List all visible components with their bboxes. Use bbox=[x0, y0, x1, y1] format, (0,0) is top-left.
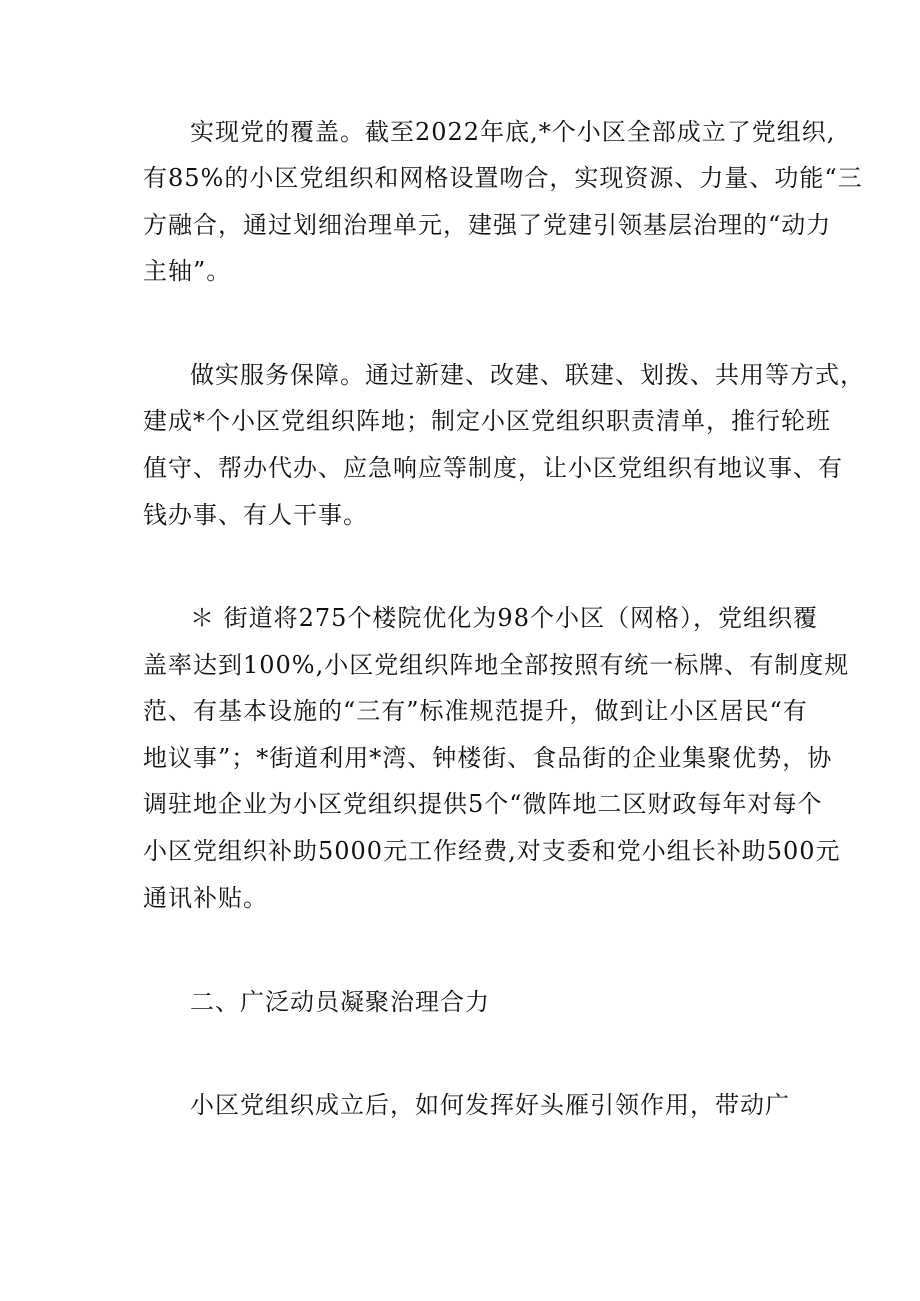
paragraph-3-line-6: 小区党组织补助5000元工作经费,对支委和党小组长补助500元 bbox=[143, 837, 841, 865]
paragraph-1-line-4: 主轴”。 bbox=[143, 257, 232, 285]
paragraph-2-line-2: 建成*个小区党组织阵地；制定小区党组织职责清单，推行轮班 bbox=[143, 407, 831, 435]
paragraph-3-line-3: 范、有基本设施的“三有”标准规范提升，做到让小区居民“有 bbox=[143, 697, 808, 725]
section-heading: 二、广泛动员凝聚治理合力 bbox=[190, 988, 490, 1016]
paragraph-3-line-4: 地议事”；*街道利用*湾、钟楼街、食品街的企业集聚优势，协 bbox=[143, 744, 833, 772]
paragraph-2-line-3: 值守、帮办代办、应急响应等制度，让小区党组织有地议事、有 bbox=[143, 454, 843, 482]
paragraph-1-line-2: 有85%的小区党组织和网格设置吻合，实现资源、力量、功能“三 bbox=[143, 164, 863, 192]
paragraph-2-line-4: 钱办事、有人干事。 bbox=[143, 501, 368, 529]
paragraph-2-line-1: 做实服务保障。通过新建、改建、联建、划拨、共用等方式， bbox=[190, 361, 865, 389]
paragraph-3-line-2: 盖率达到100%,小区党组织阵地全部按照有统一标牌、有制度规 bbox=[143, 651, 850, 679]
paragraph-3-line-7: 通讯补贴。 bbox=[143, 884, 268, 912]
paragraph-1-line-3: 方融合，通过划细治理单元，建强了党建引领基层治理的“动力 bbox=[143, 211, 832, 239]
paragraph-5-line-1: 小区党组织成立后，如何发挥好头雁引领作用，带动广 bbox=[190, 1091, 790, 1119]
paragraph-1-line-1: 实现党的覆盖。截至2022年底,*个小区全部成立了党组织, bbox=[190, 118, 836, 146]
paragraph-3-line-5: 调驻地企业为小区党组织提供5个“微阵地二区财政每年对每个 bbox=[143, 790, 823, 818]
paragraph-3-line-1: ＊ 街道将275个楼院优化为98个小区（网格），党组织覆 bbox=[190, 604, 818, 632]
